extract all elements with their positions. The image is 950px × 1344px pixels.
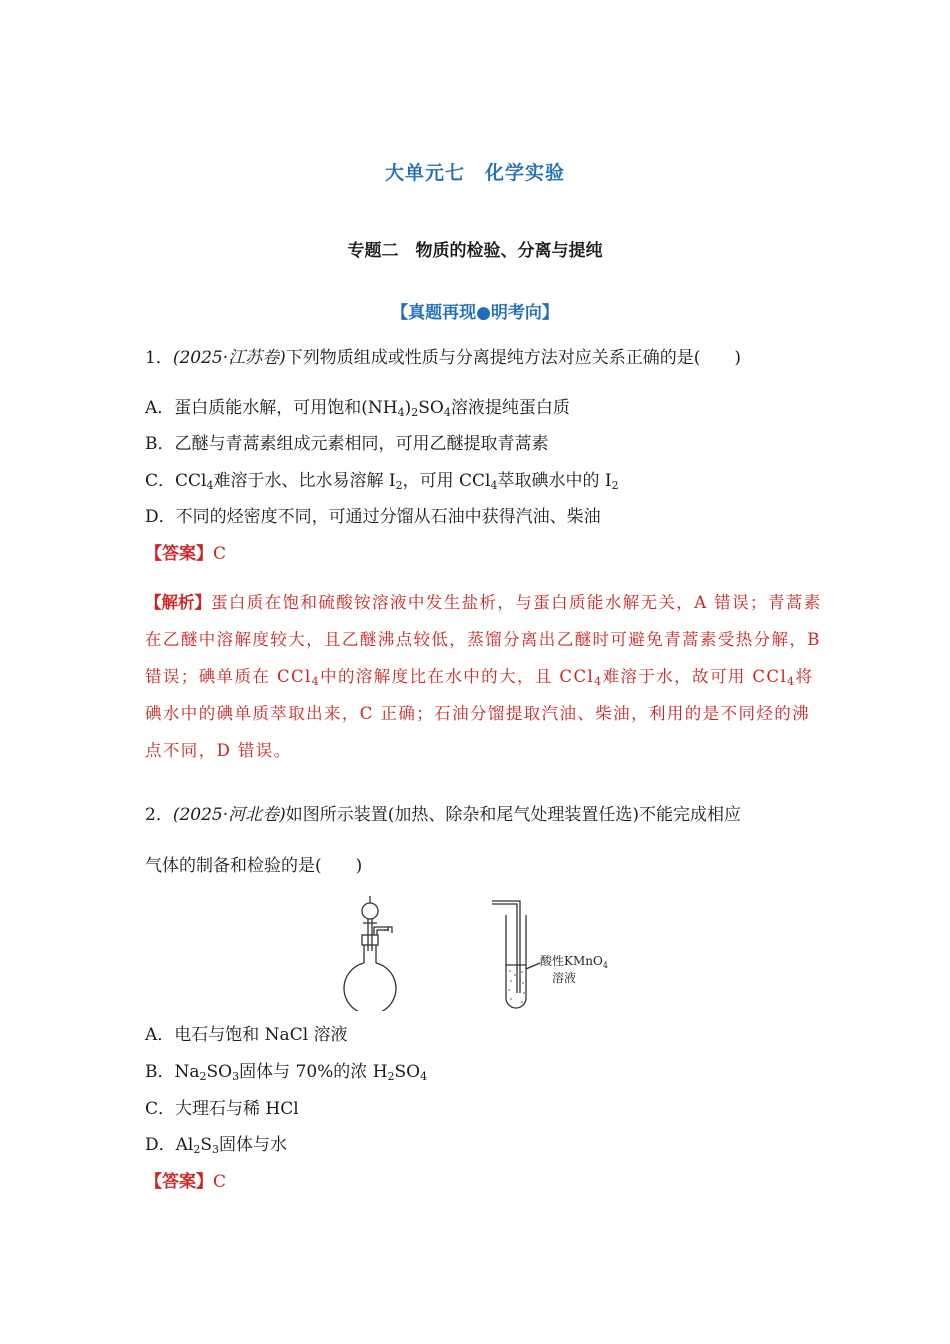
q1-stem: 1．(2025·江苏卷)下列物质组成或性质与分离提纯方法对应关系正确的是( ) bbox=[145, 348, 742, 368]
section-title: 【真题再现●明考向】 bbox=[391, 303, 559, 323]
q1-option-a: A．蛋白质能水解，可用饱和$(NH_4)_2SO_4$溶液提纯蛋白质 bbox=[145, 398, 570, 419]
flask-neck bbox=[364, 945, 376, 963]
topic-title: 专题二 物质的检验、分离与提纯 bbox=[347, 241, 603, 261]
figure-label-reagent: 酸性KMnO bbox=[540, 954, 603, 968]
q1-explanation: 【解析】蛋白质在饱和硫酸铵溶液中发生盐析，与蛋白质能水解无关，A 错误；青蒿素在乙醚中溶解度较大，且乙醚沸点较低，蒸馏分离出乙醚时可避免青蒿素受热分解，B 错误；碘单质在 CCl$_4$中的溶解度比在水中的大，且 CCl$_4$难溶于水，故可用 CCl$_4$将碘水中的碘单质萃取出来，C 正确；石油分馏提取汽油、柴油，利用的是不同烃的沸点不同，D 错误。 bbox=[145, 593, 822, 760]
q1-answer: 【答案】C bbox=[145, 544, 227, 564]
q1-option-c: C．CCl$_4$难溶于水、比水易溶解 $I_2$，可用 CCl$_4$萃取碘水中的 $I_2$ bbox=[145, 471, 619, 492]
apparatus-diagram bbox=[340, 893, 620, 1011]
q2-option-c: C．大理石与稀 HCl bbox=[145, 1099, 299, 1119]
unit-title: 大单元七 化学实验 bbox=[384, 162, 565, 184]
test-tube bbox=[506, 915, 526, 1008]
apparatus-figure bbox=[340, 893, 620, 1011]
q2-stem-line2: 气体的制备和检验的是( ) bbox=[145, 856, 363, 876]
q2-option-d: D．$Al_2S_3$固体与水 bbox=[145, 1135, 287, 1156]
q2-option-b: B．$Na_2SO_3$固体与 70%的浓 $H_2SO_4$ bbox=[145, 1062, 428, 1083]
figure-label-sub: 4 bbox=[602, 961, 608, 970]
side-tube bbox=[374, 927, 388, 935]
q1-option-d: D．不同的烃密度不同，可通过分馏从石油中获得汽油、柴油 bbox=[145, 507, 601, 527]
funnel-bulb bbox=[362, 903, 378, 919]
q2-stem-line1: 2．(2025·河北卷)如图所示装置(加热、除杂和尾气处理装置任选)不能完成相应 bbox=[145, 805, 742, 825]
flask-stopper bbox=[362, 935, 378, 945]
flask-body bbox=[344, 963, 396, 1011]
q2-option-a: A．电石与饱和 NaCl 溶液 bbox=[145, 1025, 348, 1045]
label-leader bbox=[526, 963, 540, 969]
svg-text:酸性KMnO4 bbox=[540, 953, 608, 970]
q1-option-b: B．乙醚与青蒿素组成元素相同，可用乙醚提取青蒿素 bbox=[145, 434, 549, 454]
q2-answer: 【答案】C bbox=[145, 1172, 227, 1192]
figure-label-solution: 溶液 bbox=[552, 971, 577, 985]
